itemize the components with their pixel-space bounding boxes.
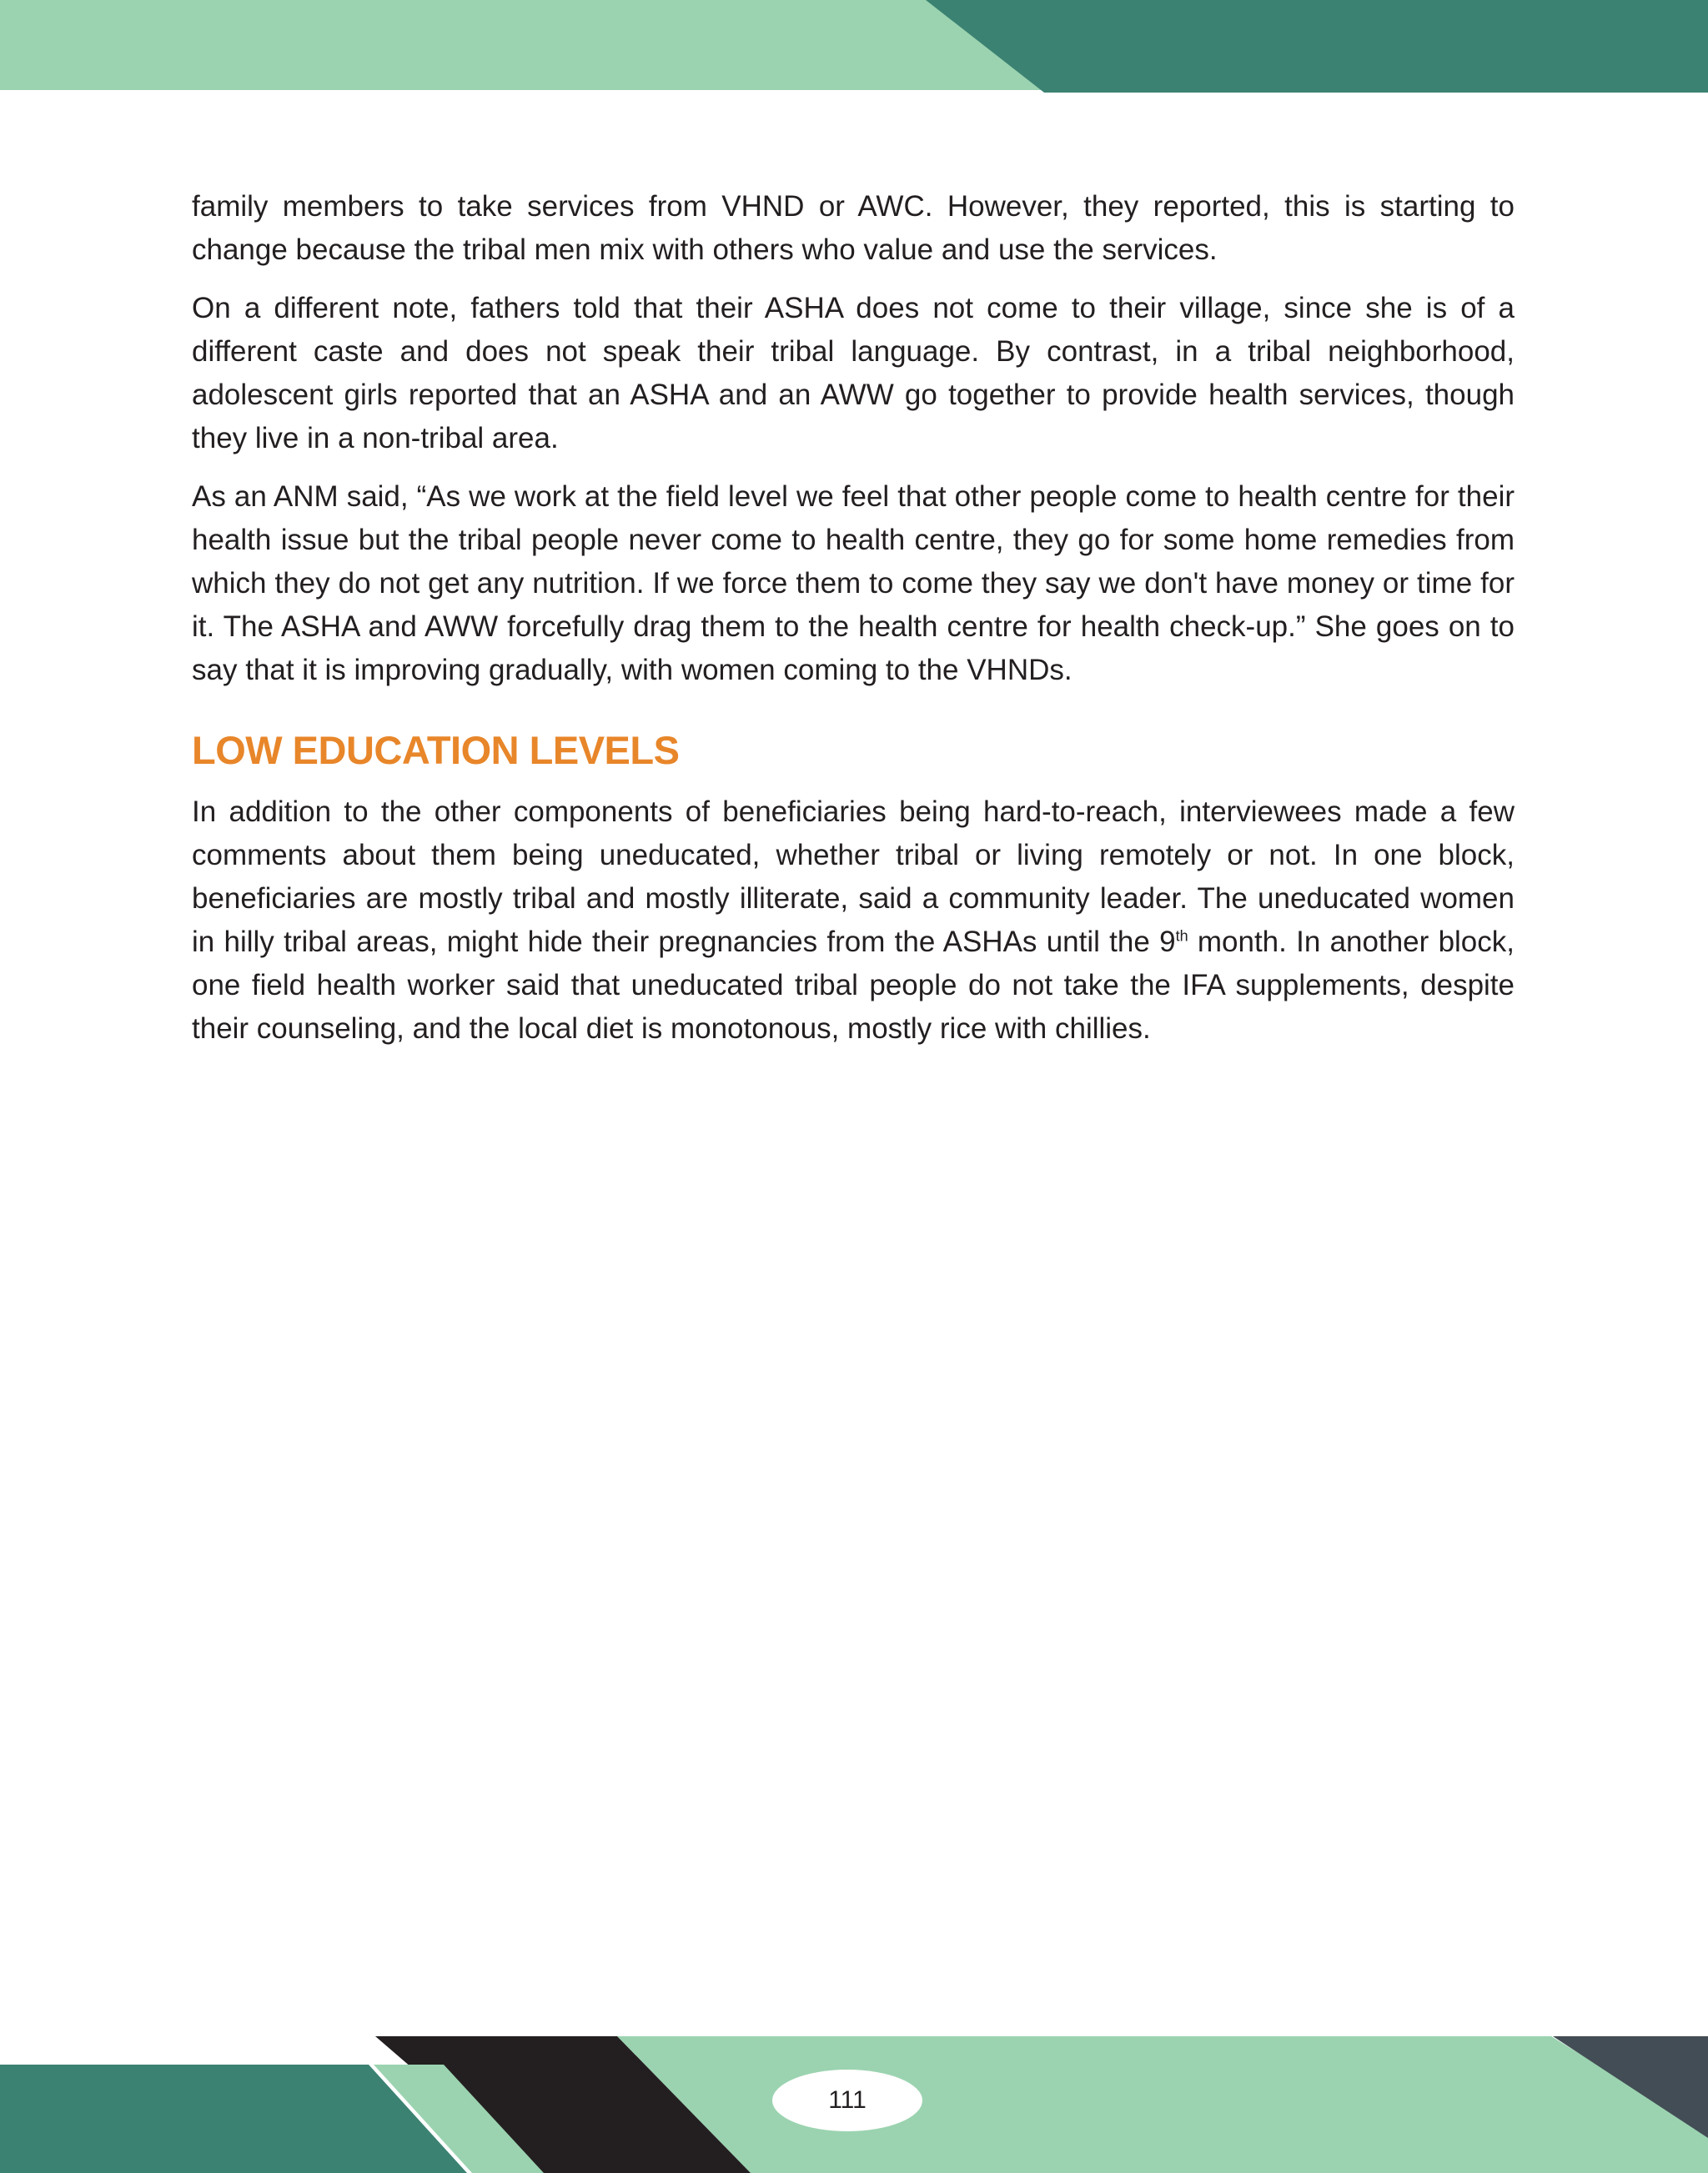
page-number-text: 111: [828, 2086, 867, 2114]
page-content: [192, 185, 1515, 1066]
ordinal-suffix: th: [1175, 927, 1188, 945]
paragraph-low-education-text-end: month. In another block, one field health worker said that uneducated tribal people do not take the IFA supplements, despite their counseling, and the local diet is monotonous, mostly rice with chillies.: [192, 926, 1515, 1045]
paragraph-low-education: [192, 790, 1515, 1051]
page-number: [772, 2070, 922, 2131]
paragraph-fathers-asha: On a different note, fathers told that their ASHA does not come to their village, since she is of a different caste and does not speak their tribal language. By contrast, in a tribal neighborhood, adolescent girls reported that an ASHA and an AWW go together to provide health services, though they live in a non-tribal area.: [192, 292, 1515, 454]
header-band-shapes: [0, 0, 1708, 93]
paragraph-low-education-text-start: In addition to the other components of beneficiaries being hard-to-reach, interviewees made a few comments about them being uneducated, whether tribal or living remotely or not. In one block, beneficiaries are mostly tribal and mostly illiterate, said a community leader. The uneducated women in hilly tribal areas, might hide their pregnancies from the ASHAs until the 9: [192, 795, 1515, 958]
header-dark-green-band: [926, 0, 1708, 93]
paragraph-family-members: family members to take services from VHND or AWC. However, they reported, this is starting to change because the tribal men mix with others who value and use the services.: [192, 190, 1515, 266]
header-decoration: [0, 0, 1708, 93]
paragraph-anm-quote: As an ANM said, “As we work at the field level we feel that other people come to health centre for their health issue but the tribal people never come to health centre, they go for some home remedies from which they do not get any nutrition. If we force them to come they say we don't have money or time for it. The ASHA and AWW forcefully drag them to the health centre for health check-up.” She goes on to say that it is improving gradually, with women coming to the VHNDs.: [192, 480, 1515, 686]
section-heading-low-education: LOW EDUCATION LEVELS: [192, 728, 680, 772]
